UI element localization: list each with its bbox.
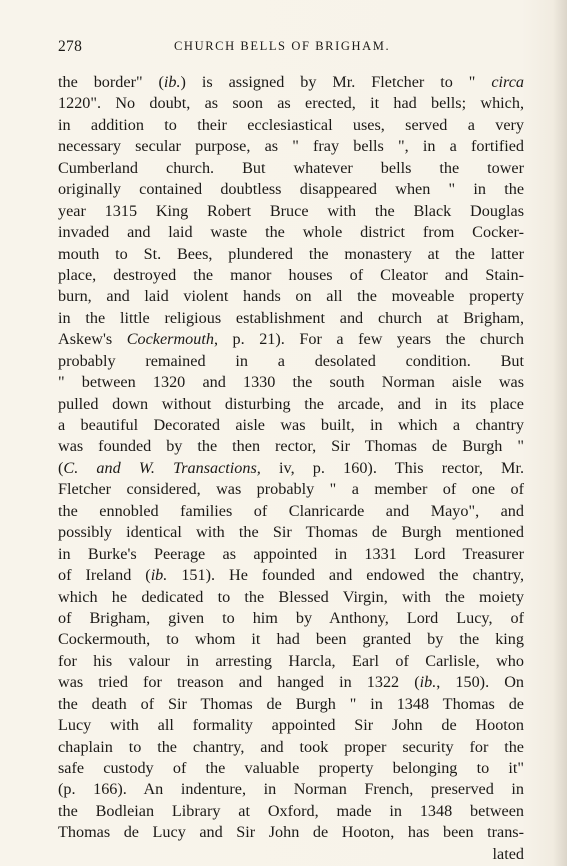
italic-text: circa [491, 73, 525, 91]
text-line [58, 372, 524, 393]
text-segment: of Brigham, given to him by Anthony, Lord Lucy, of [58, 608, 524, 627]
text-line [58, 608, 524, 629]
text-segment: Fletcher considered, was probably " a member of one of [58, 480, 524, 499]
text-line [58, 244, 524, 265]
italic-text: Cockermouth [126, 330, 214, 349]
text-line [58, 501, 524, 522]
text-segment: Thomas de Lucy and Sir John de Hooton, has been trans- [58, 823, 524, 842]
text-line [58, 737, 524, 758]
text-line [58, 458, 524, 479]
text-line [58, 822, 524, 843]
text-line [58, 286, 524, 307]
text-segment: safe custody of the valuable property belonging to it" [58, 759, 524, 777]
page-number: 278 [58, 38, 83, 55]
text-segment: mouth to St. Bees, plundered the monastery at the latter [58, 244, 524, 263]
text-segment: of Ireland ( [58, 566, 151, 585]
text-segment: Lucy with all formality appointed Sir John de Hooton [58, 716, 524, 735]
text-line [58, 115, 524, 136]
text-line [58, 136, 524, 157]
text-segment: " between 1320 and 1330 the south Norman aisle was [58, 373, 524, 392]
text-segment: ( [58, 458, 64, 477]
text-segment: year 1315 King Robert Bruce with the Black Douglas [58, 201, 524, 220]
text-line [58, 72, 524, 93]
text-segment: necessary secular purpose, as " fray bells ", in a fortified [58, 137, 524, 156]
text-line [58, 179, 524, 200]
text-segment: originally contained doubtless disappeared when " in the [58, 180, 524, 199]
text-line [58, 844, 524, 865]
text-line [58, 265, 524, 286]
text-segment: 1220". No doubt, as soon as erected, it had bells; which, [58, 94, 524, 113]
text-line [58, 415, 524, 436]
text-segment: Cumberland church. But whatever bells the tower [58, 158, 524, 177]
text-segment: (p. 166). An indenture, in Norman French, preserved in [58, 780, 524, 799]
italic-text: C. and W. Transactions, [63, 458, 261, 477]
text-segment: the death of Sir Thomas de Burgh " in 1348 Thomas de [58, 694, 524, 713]
text-line [58, 308, 524, 329]
text-segment: the border" ( [58, 73, 164, 91]
text-segment: for his valour in arresting Harcla, Earl of Carlisle, who [58, 651, 524, 670]
text-segment: ) is assigned by Mr. Fletcher to " [180, 73, 492, 91]
text-segment: iv, p. 160). This rector, Mr. [260, 458, 524, 477]
text-segment: , p. 21). For a few years the church [213, 330, 524, 349]
text-line [58, 565, 524, 586]
text-line [58, 479, 524, 500]
text-segment: invaded and laid waste the whole district from Cocker- [58, 223, 524, 242]
text-segment: possibly identical with the Sir Thomas de Burgh mentioned [58, 523, 524, 542]
body-text [58, 72, 524, 865]
text-line [58, 544, 524, 565]
text-segment: , 150). On [436, 673, 524, 692]
text-line [58, 779, 524, 800]
text-line [58, 522, 524, 543]
text-line [58, 222, 524, 243]
text-segment: Askew's [58, 330, 127, 349]
text-line [58, 201, 524, 222]
text-line [58, 715, 524, 736]
text-line [58, 351, 524, 372]
text-line [58, 329, 524, 350]
text-line [58, 651, 524, 672]
italic-text: ib. [419, 673, 437, 692]
text-line [58, 694, 524, 715]
text-segment: in addition to their ecclesiastical uses, served a very [58, 115, 524, 134]
text-segment: lated [492, 844, 524, 863]
text-segment: was founded by the then rector, Sir Thomas de Burgh " [58, 437, 524, 456]
text-segment: in the little religious establishment and church at Brigham, [58, 308, 524, 327]
text-line [58, 436, 524, 457]
text-line [58, 758, 524, 779]
text-segment: probably remained in a desolated condition. But [58, 351, 524, 370]
text-line [58, 158, 524, 179]
text-segment: which he dedicated to the Blessed Virgin, with the moiety [58, 587, 524, 606]
italic-text: ib. [150, 566, 168, 585]
text-line [58, 801, 524, 822]
page-edge-shadow [553, 0, 567, 866]
text-segment: pulled down without disturbing the arcade, and in its place [58, 394, 524, 413]
text-segment: a beautiful Decorated aisle was built, in which a chantry [58, 416, 524, 434]
text-segment: the ennobled families of Clanricarde and Mayo", and [58, 501, 524, 520]
text-segment: the Bodleian Library at Oxford, made in 1348 between [58, 801, 524, 820]
text-line [58, 93, 524, 114]
italic-text: ib. [163, 73, 181, 91]
running-head [58, 38, 526, 56]
text-line [58, 394, 524, 415]
text-line [58, 587, 524, 608]
text-segment: Cockermouth, to whom it had been granted by the king [58, 630, 524, 649]
text-segment: 151). He founded and endowed the chantry, [167, 566, 524, 585]
text-segment: place, destroyed the manor houses of Cleator and Stain- [58, 265, 524, 284]
running-title: CHURCH BELLS OF BRIGHAM. [174, 39, 391, 53]
text-segment: was tried for treason and hanged in 1322 ( [58, 673, 420, 692]
text-segment: chaplain to the chantry, and took proper security for the [58, 737, 524, 756]
text-line [58, 629, 524, 650]
text-line [58, 672, 524, 693]
text-segment: burn, and laid violent hands on all the moveable property [58, 287, 524, 306]
text-segment: in Burke's Peerage as appointed in 1331 Lord Treasurer [58, 544, 524, 563]
